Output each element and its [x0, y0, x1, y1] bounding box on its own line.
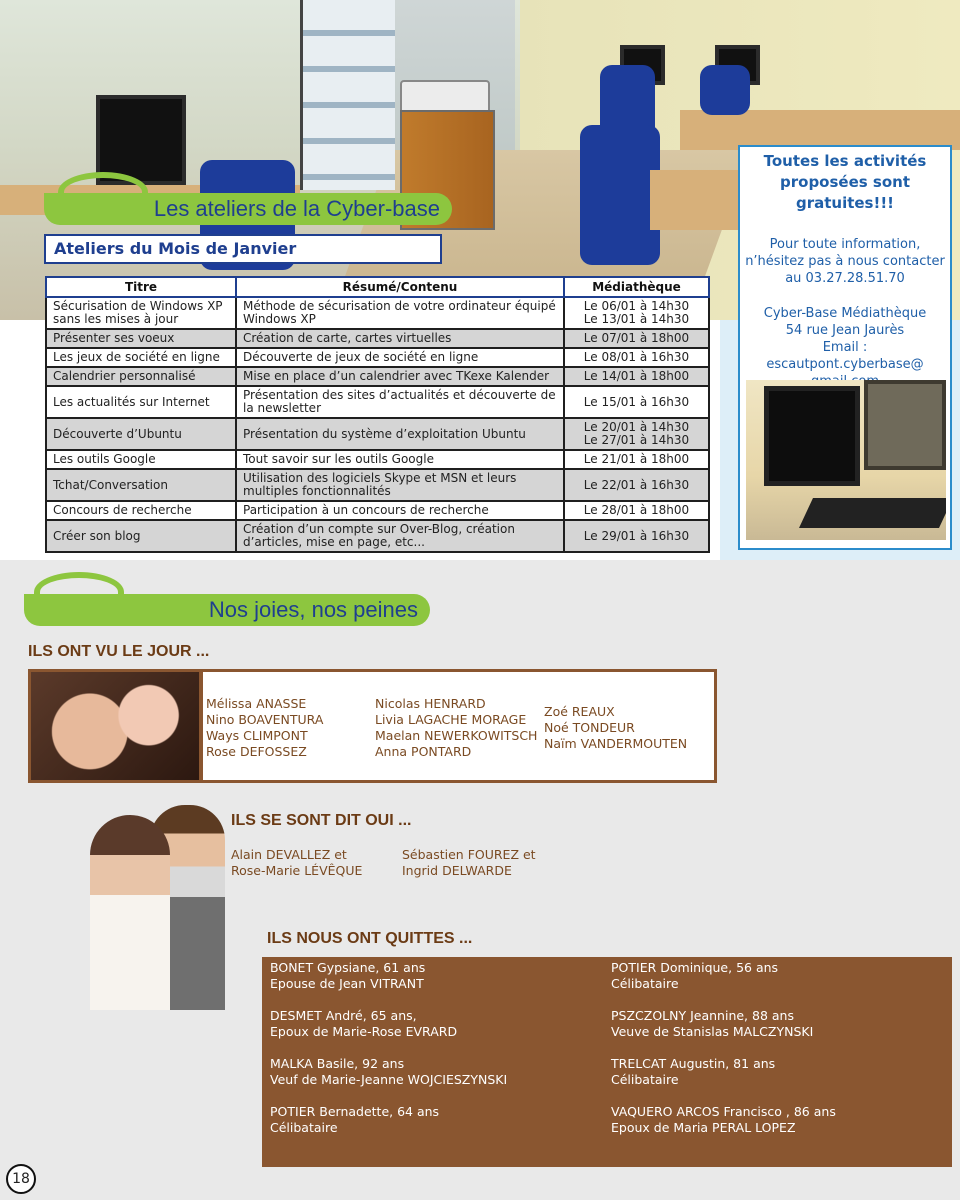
wedding-line: Ingrid DELWARDE	[402, 863, 512, 878]
birth-name: Anna PONTARD	[375, 744, 472, 759]
death-line: Célibataire	[270, 1120, 338, 1135]
cell-resume: Découverte de jeux de société en ligne	[236, 348, 564, 367]
birth-name: Nicolas HENRARD	[375, 696, 486, 711]
cell-resume: Tout savoir sur les outils Google	[236, 450, 564, 469]
births-column-1	[206, 696, 323, 760]
wedding-line: Rose-Marie LÉVÊQUE	[231, 863, 363, 878]
births-box	[28, 669, 717, 783]
wedding-line: Sébastien FOUREZ et	[402, 847, 536, 862]
cell-date: Le 06/01 à 14h30 Le 13/01 à 14h30	[564, 297, 709, 329]
column-header-resume: Résumé/Contenu	[236, 277, 564, 297]
cell-titre: Créer son blog	[46, 520, 236, 552]
table-row	[46, 297, 709, 329]
cell-resume: Création de carte, cartes virtuelles	[236, 329, 564, 348]
cell-date: Le 28/01 à 18h00	[564, 501, 709, 520]
birth-name: Maelan NEWERKOWITSCH	[375, 728, 538, 743]
address-street: 54 rue Jean Jaurès	[785, 323, 905, 338]
section-title-ateliers: Les ateliers de la Cyber-base	[44, 193, 452, 225]
cell-titre: Les actualités sur Internet	[46, 386, 236, 418]
cell-date: Le 15/01 à 16h30	[564, 386, 709, 418]
baby-photo	[31, 672, 199, 780]
wedding-entry	[231, 847, 362, 879]
wedding-couple-photo	[70, 800, 225, 1010]
death-line: TRELCAT Augustin, 81 ans	[611, 1056, 776, 1071]
birth-name: Livia LAGACHE MORAGE	[375, 712, 527, 727]
death-line: PSZCZOLNY Jeannine, 88 ans	[611, 1008, 794, 1023]
wedding-entry	[402, 847, 536, 879]
birth-name: Noé TONDEUR	[544, 720, 635, 735]
table-row	[46, 348, 709, 367]
death-line: POTIER Dominique, 56 ans	[611, 960, 779, 975]
cell-titre: Tchat/Conversation	[46, 469, 236, 501]
births-title: ILS ONT VU LE JOUR ...	[28, 643, 210, 660]
cell-date: Le 21/01 à 18h00	[564, 450, 709, 469]
cell-titre: Sécurisation de Windows XP sans les mises à jour	[46, 297, 236, 329]
divider	[199, 672, 203, 780]
death-line: BONET Gypsiane, 61 ans	[270, 960, 426, 975]
death-entry	[270, 1104, 590, 1136]
births-column-3	[544, 704, 687, 752]
birth-name: Naïm VANDERMOUTEN	[544, 736, 688, 751]
cell-titre: Présenter ses voeux	[46, 329, 236, 348]
cell-date: Le 07/01 à 18h00	[564, 329, 709, 348]
cell-date: Le 20/01 à 14h30 Le 27/01 à 14h30	[564, 418, 709, 450]
section-title-joies: Nos joies, nos peines	[24, 594, 430, 626]
table-row	[46, 520, 709, 552]
death-entry	[270, 1008, 590, 1040]
birth-name: Mélissa ANASSE	[206, 696, 307, 711]
cell-titre: Les jeux de société en ligne	[46, 348, 236, 367]
cell-resume: Présentation des sites d’actualités et découverte de la newsletter	[236, 386, 564, 418]
death-line: Epoux de Marie-Rose EVRARD	[270, 1024, 458, 1039]
cell-resume: Participation à un concours de recherche	[236, 501, 564, 520]
death-line: Célibataire	[611, 1072, 679, 1087]
email-line: Email : escautpont.cyberbase@	[766, 340, 924, 372]
birth-name: Nino BOAVENTURA	[206, 712, 324, 727]
death-line: VAQUERO ARCOS Francisco , 86 ans	[611, 1104, 836, 1119]
table-row	[46, 329, 709, 348]
death-line: POTIER Bernadette, 64 ans	[270, 1104, 440, 1119]
cell-date: Le 14/01 à 18h00	[564, 367, 709, 386]
death-line: Veuf de Marie-Jeanne WOJCIESZYNSKI	[270, 1072, 508, 1087]
cell-titre: Les outils Google	[46, 450, 236, 469]
death-line: Veuve de Stanislas MALCZYNSKI	[611, 1024, 814, 1039]
cell-resume: Présentation du système d’exploitation Ubuntu	[236, 418, 564, 450]
death-line: DESMET André, 65 ans,	[270, 1008, 417, 1023]
free-activities-notice: Toutes les activités proposées sont gratuites!!!	[763, 152, 927, 212]
cell-titre: Découverte d’Ubuntu	[46, 418, 236, 450]
table-row	[46, 469, 709, 501]
cell-titre: Concours de recherche	[46, 501, 236, 520]
birth-name: Rose DEFOSSEZ	[206, 744, 307, 759]
death-line: MALKA Basile, 92 ans	[270, 1056, 405, 1071]
death-entry	[611, 1056, 931, 1088]
deaths-title: ILS NOUS ONT QUITTES ...	[267, 930, 473, 947]
death-entry	[611, 1008, 931, 1040]
table-header-row	[46, 277, 709, 297]
death-entry	[611, 960, 931, 992]
death-entry	[270, 1056, 590, 1088]
address-block	[740, 305, 950, 390]
death-entry	[611, 1104, 931, 1136]
cell-titre: Calendrier personnalisé	[46, 367, 236, 386]
table-row	[46, 450, 709, 469]
column-header-mediatheque: Médiathèque	[564, 277, 709, 297]
death-entry	[270, 960, 590, 992]
cell-resume: Mise en place d’un calendrier avec TKexe Kalender	[236, 367, 564, 386]
page-number: 18	[6, 1164, 36, 1194]
cell-resume: Utilisation des logiciels Skype et MSN et leurs multiples fonctionnalités	[236, 469, 564, 501]
deaths-box	[262, 957, 952, 1167]
death-line: Epouse de Jean VITRANT	[270, 976, 424, 991]
death-line: Epoux de Maria PERAL LOPEZ	[611, 1120, 796, 1135]
death-line: Célibataire	[611, 976, 679, 991]
table-row	[46, 501, 709, 520]
cell-date: Le 08/01 à 16h30	[564, 348, 709, 367]
address-name: Cyber-Base Médiathèque	[763, 306, 927, 321]
weddings-title: ILS SE SONT DIT OUI ...	[231, 812, 412, 829]
workshops-table	[45, 276, 710, 553]
cell-resume: Méthode de sécurisation de votre ordinateur équipé Windows XP	[236, 297, 564, 329]
info-box	[738, 145, 952, 550]
birth-name: Ways CLIMPONT	[206, 728, 308, 743]
column-header-titre: Titre	[46, 277, 236, 297]
computer-photo	[746, 380, 946, 540]
cell-resume: Création d’un compte sur Over-Blog, création d’articles, mise en page, etc...	[236, 520, 564, 552]
cell-date: Le 29/01 à 16h30	[564, 520, 709, 552]
births-column-2	[375, 696, 537, 760]
table-row	[46, 386, 709, 418]
table-row	[46, 367, 709, 386]
cell-date: Le 22/01 à 16h30	[564, 469, 709, 501]
table-row	[46, 418, 709, 450]
wedding-line: Alain DEVALLEZ et	[231, 847, 347, 862]
contact-text: Pour toute information, n’hésitez pas à nous contacter au 03.27.28.51.70	[745, 237, 945, 286]
subtitle-ateliers-janvier: Ateliers du Mois de Janvier	[44, 234, 442, 264]
birth-name: Zoé REAUX	[544, 704, 615, 719]
